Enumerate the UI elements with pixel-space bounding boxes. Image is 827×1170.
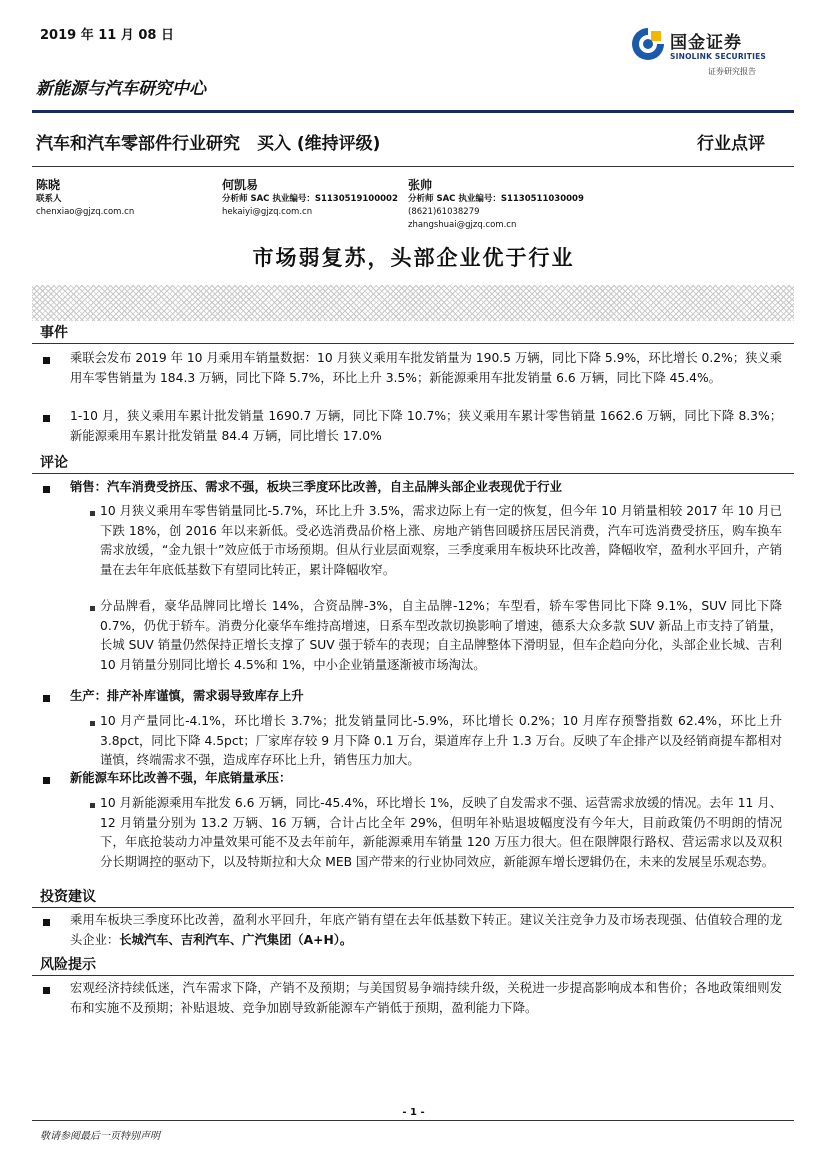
industry-title: 汽车和汽车零部件行业研究 买入 (维持评级) (36, 134, 381, 154)
analyst-card (408, 177, 584, 232)
sub-bullet-icon (90, 721, 95, 726)
sinolink-logo-icon (630, 26, 666, 62)
bullet-icon (43, 987, 50, 994)
footer-disclaimer: 敬请参阅最后一页特别声明 (40, 1131, 160, 1142)
event-item: 乘联会发布 2019 年 10 月乘用车销量数据：10 月狭义乘用车批发销量为 190.5 万辆，同比下降 5.9%，环比增长 0.2%；狭义乘用车零售销量为 184.3 万辆，同比下降 5.7%，环比上升 3.5%；新能源乘用车批发销量 6.6 万辆，同比下降 45.4%。 (70, 351, 782, 385)
report-date: 2019 年 11 月 08 日 (40, 28, 174, 43)
analyst-email: chenxiao@gjzq.com.cn (36, 207, 135, 217)
research-center: 新能源与汽车研究中心 (36, 79, 206, 99)
analyst-card (36, 177, 134, 219)
section-heading-comments: 评论 (40, 455, 68, 471)
analyst-card (222, 177, 398, 219)
analyst-role: 分析师 SAC 执业编号：S1130511030009 (408, 194, 584, 204)
header-rule (32, 110, 794, 113)
sub-bullet-icon (90, 803, 95, 808)
sub-bullet-icon (90, 606, 95, 611)
analyst-phone: (8621)61038279 (408, 207, 480, 217)
sub-bullet-icon (90, 511, 95, 516)
section-rule (32, 907, 794, 908)
section-heading-events: 事件 (40, 325, 68, 341)
bullet-icon (43, 486, 50, 493)
investment-advice (70, 911, 782, 950)
bullet-icon (43, 777, 50, 784)
section-rule (32, 343, 794, 344)
comment-item: 分品牌看，豪华品牌同比增长 14%，合资品牌-3%，自主品牌-12%；车型看，轿车零售同比下降 9.1%，SUV 同比下降 0.7%，仍优于轿车。消费分化豪华车维持高增速，日系车型改款切换影响了增速，德系大众多款 SUV 新品上市支持了销量，长城 SUV 销量仍然保持正增长支撑了 SUV 强于轿车的表现；自主品牌整体下滑明显，但车企趋向分化，头部企业长城、吉利 10 月销量分别同比增长 4.5%和 1%，中小企业销量逐渐被市场淘汰。 (100, 599, 782, 672)
page-number: - 1 - (402, 1107, 425, 1118)
report-type: 行业点评 (697, 134, 765, 154)
comment-group-title: 销售：汽车消费受挤压、需求不强，板块三季度环比改善，自主品牌头部企业表现优于行业 (70, 480, 562, 494)
footer-rule (32, 1120, 794, 1121)
bullet-icon (43, 357, 50, 364)
risk-text: 宏观经济持续低迷，汽车需求下降，产销不及预期；与美国贸易争端持续升级，关税进一步提高影响成本和售价；各地政策细则发布和实施不及预期；补贴退坡、竞争加剧导致新能源车产销低于预期，盈利能力下降。 (70, 981, 782, 1015)
analyst-email: zhangshuai@gjzq.com.cn (408, 220, 517, 230)
comment-item: 10 月产量同比-4.1%，环比增长 3.7%；批发销量同比-5.9%，环比增长 0.2%；10 月库存预警指数 62.4%，环比上升 3.8pct，同比下降 4.5pct；厂家库存较 9 月下降 0.1 万台，渠道库存上升 1.3 万台。反映了车企排产以及经销商提车都相对谨慎，终端需求不强，造成库存环比上升，销售压力加大。 (100, 714, 782, 767)
event-item: 1-10 月，狭义乘用车累计批发销量 1690.7 万辆，同比下降 10.7%；狭义乘用车累计零售销量 1662.6 万辆，同比下降 8.3%；新能源乘用车累计批发销量 84.4 万辆，同比增长 17.0% (70, 409, 782, 443)
analyst-name: 何凯易 (222, 178, 259, 192)
section-heading-investment: 投资建议 (40, 889, 96, 905)
brand-name-en: SINOLINK SECURITIES (670, 52, 767, 61)
header-divider (32, 166, 794, 167)
comment-group-title: 新能源车环比改善不强，年底销量承压： (70, 771, 292, 785)
report-title: 市场弱复苏，头部企业优于行业 (252, 245, 575, 270)
bullet-icon (43, 919, 50, 926)
section-heading-risks: 风险提示 (40, 957, 96, 973)
investment-picks: 长城汽车、吉利汽车、广汽集团（A+H）。 (119, 932, 353, 947)
analyst-role: 分析师 SAC 执业编号：S1130519100002 (222, 194, 398, 204)
section-rule (32, 975, 794, 976)
investment-text: 乘用车板块三季度环比改善，盈利水平回升，年底产销有望在去年低基数下转正。建议关注竞争力及市场表现强、估值较合理的龙头企业： (70, 913, 782, 947)
report-tag: 证券研究报告 (708, 67, 756, 76)
section-rule (32, 473, 794, 474)
bullet-icon (43, 695, 50, 702)
analyst-name: 陈晓 (36, 178, 61, 192)
analyst-name: 张帅 (408, 178, 433, 192)
comment-item: 10 月狭义乘用车零售销量同比-5.7%，环比上升 3.5%，需求边际上有一定的恢复，但今年 10 月销量相较 2017 年 10 月已下跌 18%，创 2016 年以来新低。受必选消费品价格上涨、房地产销售回暖挤压居民消费，汽车可选消费受挤压，购车换车需求放缓，“金九银十”效应低于市场预期。但从行业层面观察，三季度乘用车板块环比改善，降幅收窄，盈利水平回升，产销量在去年年底低基数下有望同比转正，累计降幅收窄。 (100, 504, 782, 577)
bullet-icon (43, 415, 50, 422)
comment-item: 10 月新能源乘用车批发 6.6 万辆，同比-45.4%，环比增长 1%，反映了自发需求不强、运营需求放缓的情况。去年 11 月、12 月销量分别为 13.2 万辆、16 万辆，合计占比全年 29%，但明年补贴退坡幅度没有今年大，目前政策仍不明朗的情况下，年底抢装动力冲量效果可能不及去年前年，新能源乘用车销量 120 万压力很大。但在限牌限行路权、营运需求以及双积分长期调控的驱动下，以及特斯拉和大众 MEB 国产带来的行业协同效应，新能源车增长逻辑仍在，未来的发展呈乐观态势。 (100, 796, 782, 869)
analyst-email: hekaiyi@gjzq.com.cn (222, 207, 313, 217)
brand-name-cn: 国金证券 (670, 33, 742, 53)
decorative-hatch-band (32, 285, 794, 321)
analyst-role: 联系人 (36, 194, 62, 204)
comment-group-title: 生产：排产补库谨慎，需求弱导致库存上升 (70, 689, 304, 703)
